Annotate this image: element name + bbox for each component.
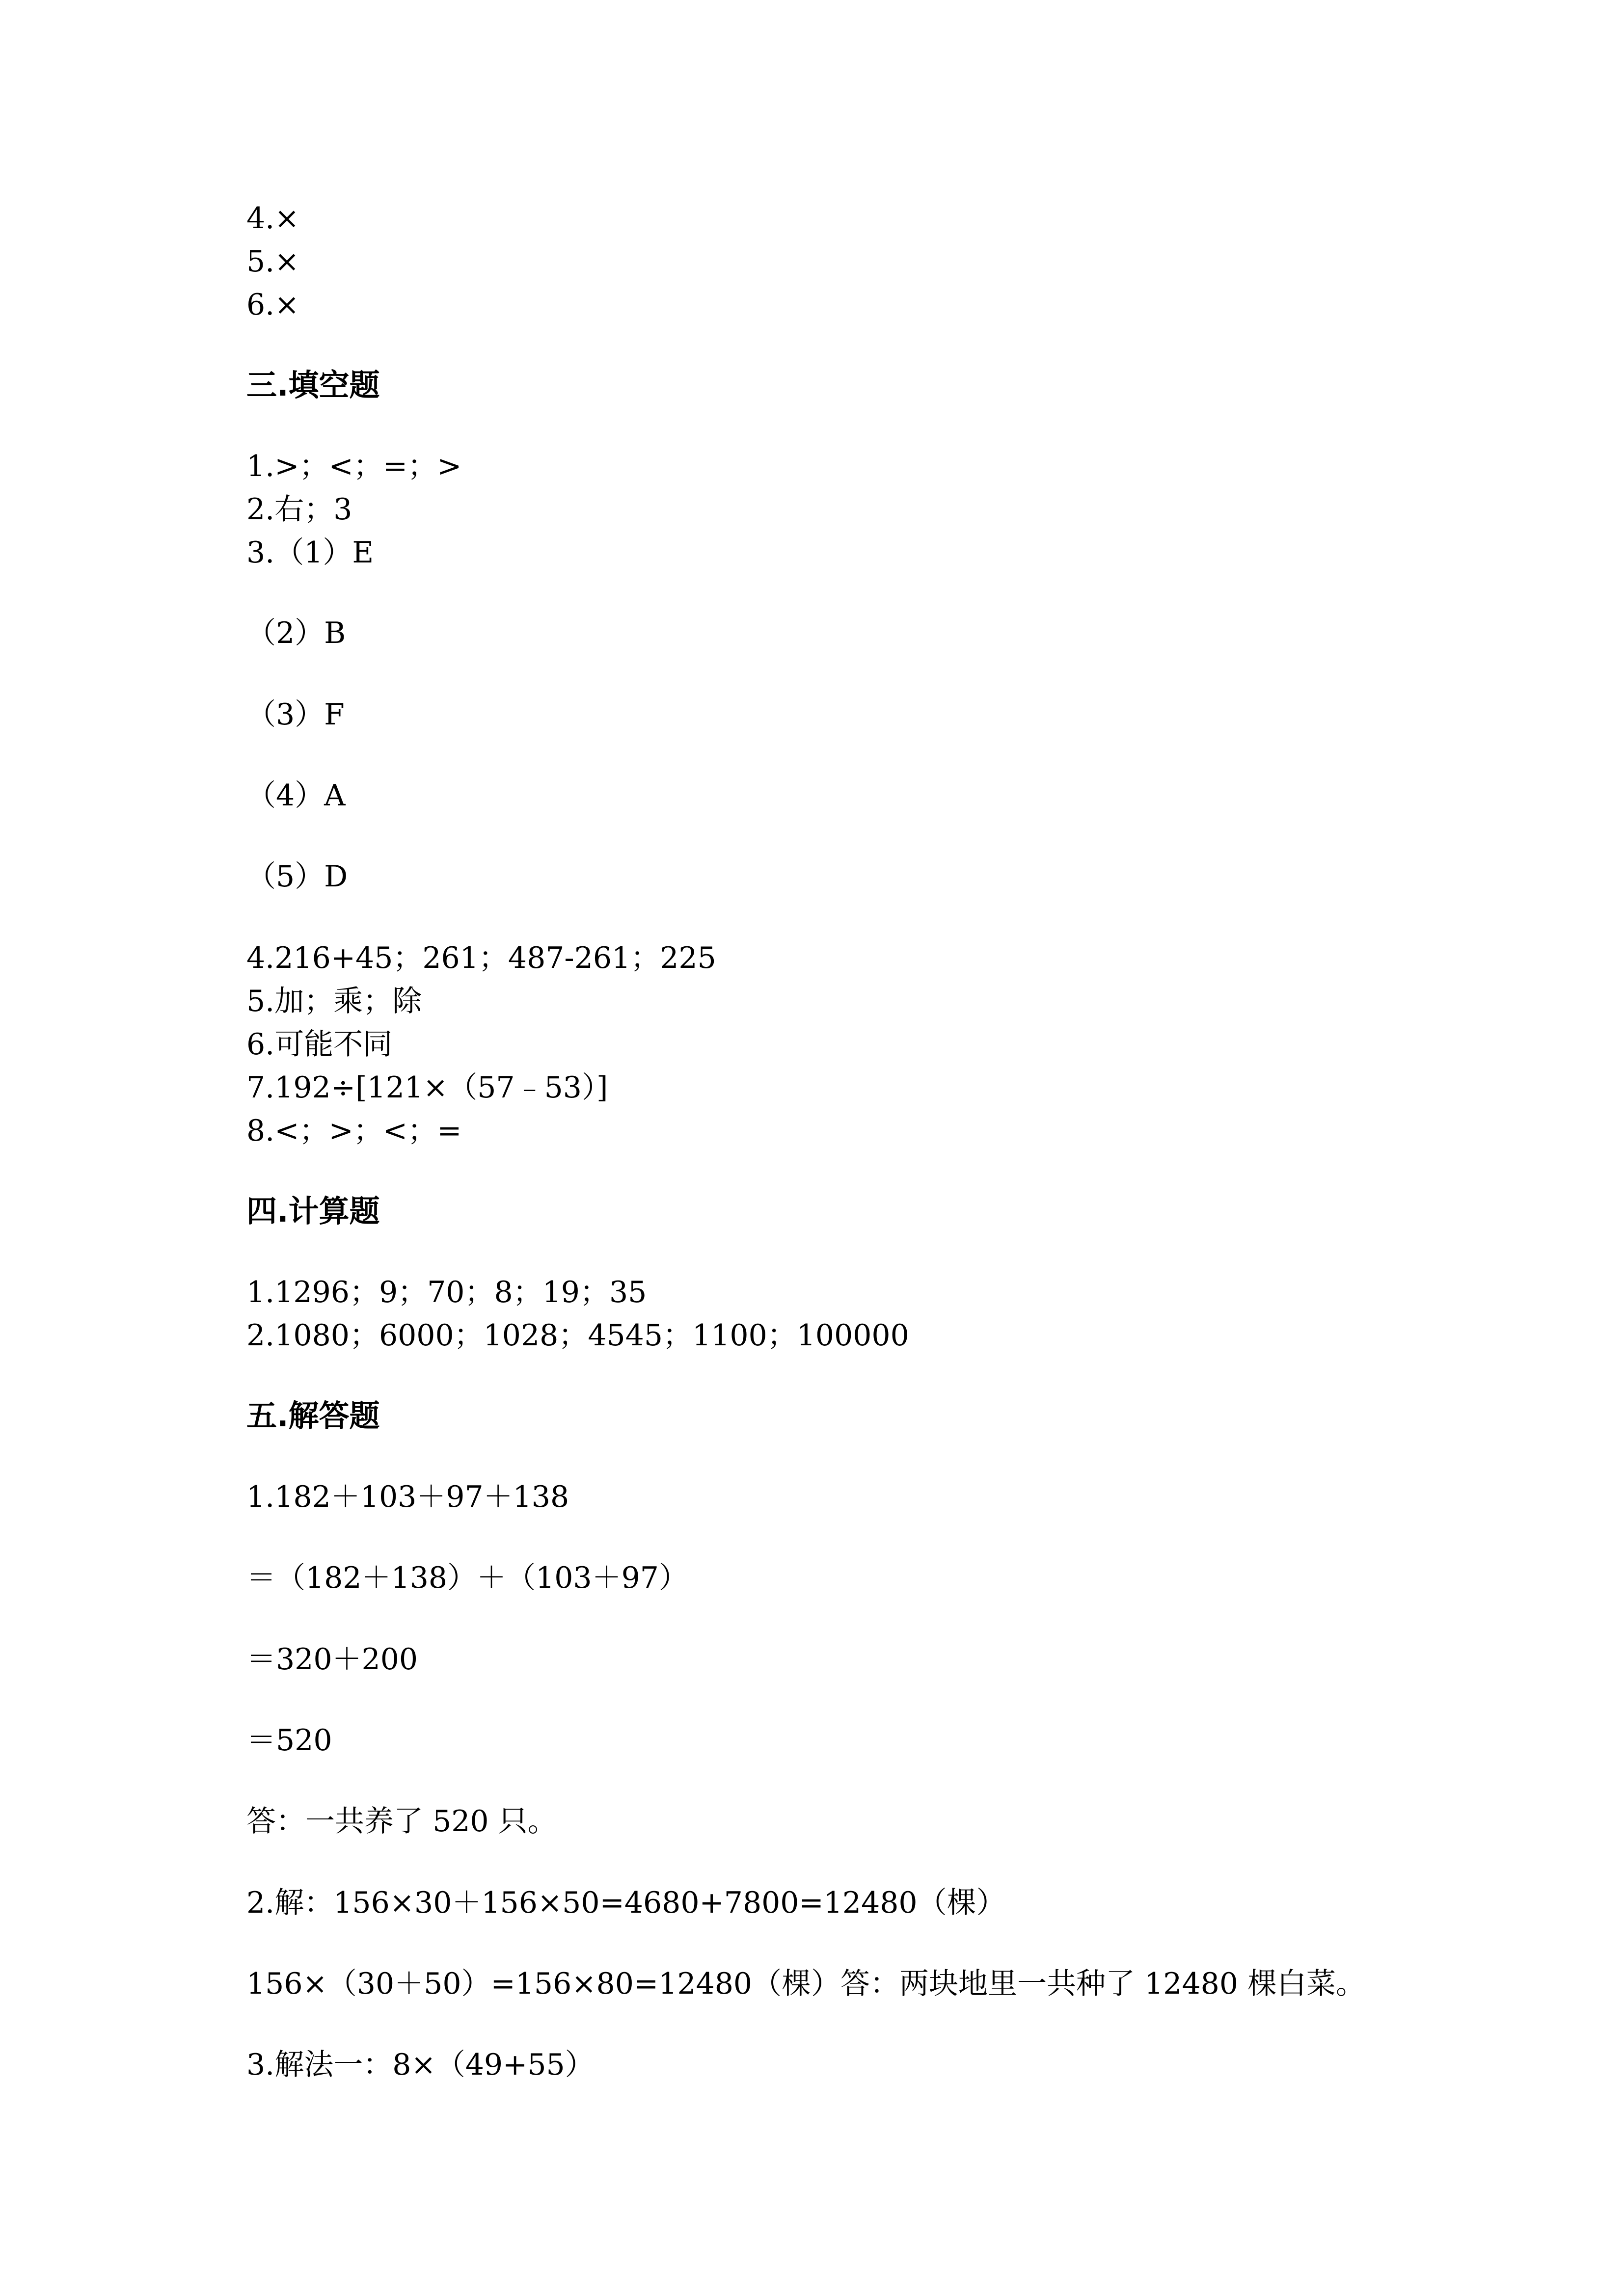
- fill-answer-3-2: （2）B: [246, 616, 346, 650]
- section-heading-solution: 五.解答题: [246, 1398, 380, 1434]
- calc-answer-2: 2.1080；6000；1028；4545；1100；100000: [246, 1318, 909, 1353]
- fill-answer-3-5: （5）D: [246, 859, 348, 894]
- judgment-answer-5: 5.×: [246, 244, 299, 279]
- solution-1-answer: 答：一共养了 520 只。: [246, 1804, 557, 1839]
- fill-answer-6: 6.可能不同: [246, 1027, 393, 1062]
- solution-1-line-1: 1.182＋103＋97＋138: [246, 1480, 569, 1514]
- fill-answer-3-3: （3）F: [246, 697, 345, 732]
- calc-answer-1: 1.1296；9；70；8；19；35: [246, 1275, 647, 1309]
- solution-3-line-1: 3.解法一：8×（49+55）: [246, 2048, 595, 2082]
- section-heading-fill-blank: 三.填空题: [246, 367, 380, 403]
- judgment-answer-4: 4.×: [246, 201, 299, 236]
- solution-1-line-2: ＝（182＋138）＋（103＋97）: [246, 1561, 688, 1595]
- solution-1-line-3: ＝320＋200: [246, 1642, 418, 1677]
- solution-2-line-2: 156×（30＋50）=156×80=12480（棵）答：两块地里一共种了 12480 棵白菜。: [246, 1967, 1366, 2001]
- fill-answer-7: 7.192÷[121×（57﹣53）]: [246, 1070, 608, 1105]
- fill-answer-8: 8.<；>；<；=: [246, 1114, 462, 1148]
- section-heading-calculation: 四.计算题: [246, 1193, 380, 1229]
- fill-answer-4: 4.216+45；261；487-261；225: [246, 941, 716, 975]
- fill-answer-1: 1.>；<；=；>: [246, 449, 462, 483]
- judgment-answer-6: 6.×: [246, 288, 299, 322]
- solution-2-line-1: 2.解：156×30＋156×50=4680+7800=12480（棵）: [246, 1886, 1006, 1920]
- fill-answer-3-1: 3.（1）E: [246, 535, 374, 570]
- fill-answer-2: 2.右；3: [246, 492, 352, 527]
- solution-1-line-4: ＝520: [246, 1723, 332, 1758]
- fill-answer-3-4: （4）A: [246, 778, 346, 813]
- fill-answer-5: 5.加；乘；除: [246, 984, 422, 1018]
